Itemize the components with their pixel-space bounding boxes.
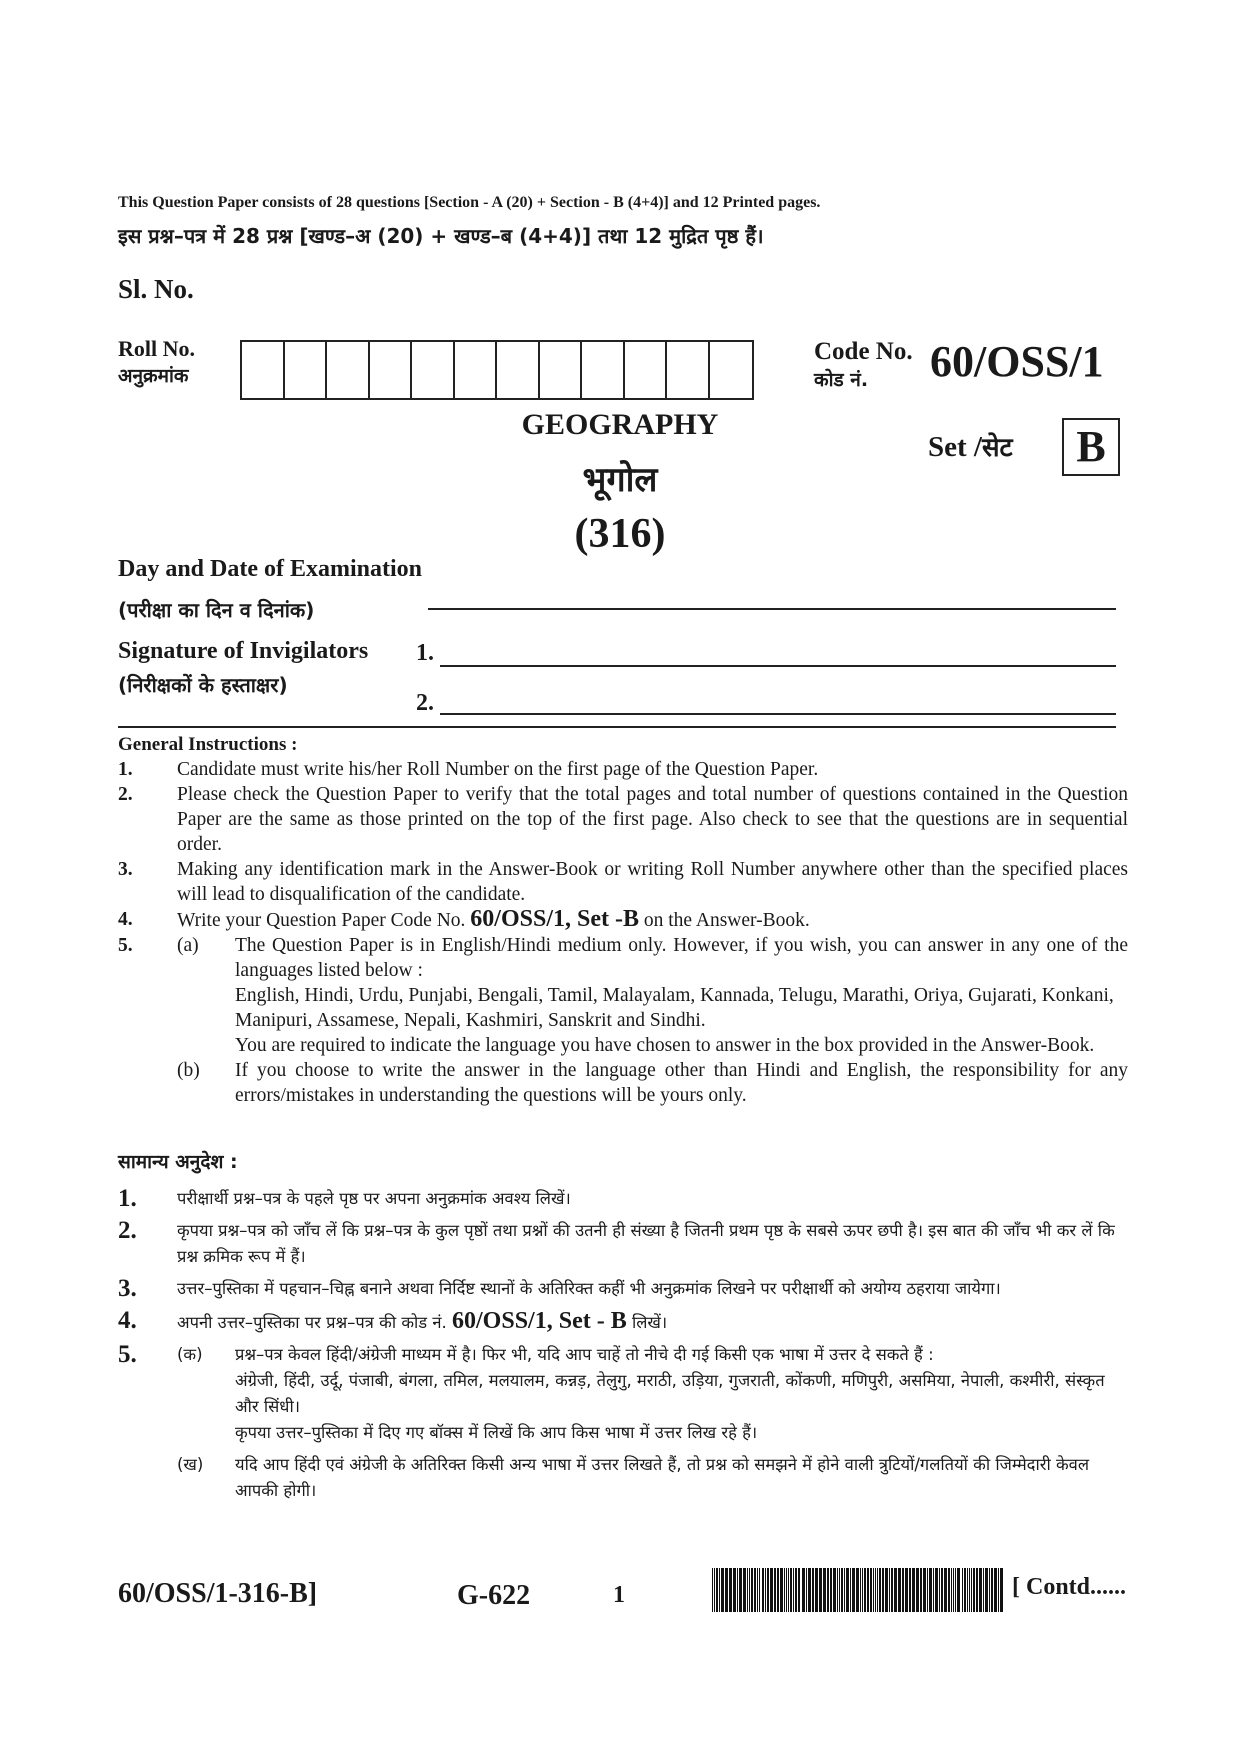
invigilator-signature-label-hindi: (निरीक्षकों के हस्ताक्षर) [118, 673, 288, 697]
hindi-instructions-list [118, 1186, 1128, 1510]
instruction-text: कृपया प्रश्न–पत्र को जाँच लें कि प्रश्न–पत्र के कुल पृष्ठों तथा प्रश्नों की उतनी ही संख्या है जितनी प्रथम पृष्ठ के सबसे ऊपर छपी है। इस बात की जाँच भी कर लें कि प्रश्न क्रमिक रूप में हैं। [177, 1221, 1115, 1266]
instruction-number: 5. [118, 1341, 137, 1368]
code-number-label: Code No. [814, 338, 913, 365]
instruction-sub-text [235, 1342, 1128, 1446]
instruction-number: 3. [118, 1275, 137, 1302]
barcode [712, 1568, 1004, 1612]
instruction-text: Please check the Question Paper to verify that the total pages and total number of questions contained in the Question Paper are the same as those printed on the top of the first page. Also check to see that the questions are in sequential order. [177, 784, 1128, 855]
code-number-label-hindi: कोड नं. [814, 369, 869, 391]
hindi-instruction-item [118, 1186, 1128, 1212]
roll-number-label: Roll No. [118, 336, 195, 361]
serial-number-label: Sl. No. [118, 274, 194, 304]
instruction-item [118, 757, 1128, 782]
instruction-number-blank [118, 1452, 177, 1504]
footer-paper-code: 60/OSS/1-316-B] [118, 1578, 318, 1609]
roll-number-boxes[interactable] [240, 340, 754, 400]
instruction-sub-text: If you choose to write the answer in the language other than Hindi and English, the responsibility for any errors/mistakes in understanding the questions will be yours only. [235, 1060, 1128, 1106]
instruction-text: Candidate must write his/her Roll Number on the first page of the Question Paper. [177, 759, 819, 780]
instruction-line: कृपया उत्तर–पुस्तिका में दिए गए बॉक्स में लिखें कि आप किस भाषा में उत्तर लिख रहे हैं। [235, 1423, 758, 1442]
instruction-sub-label: (ख) [177, 1455, 204, 1474]
signature-number-2: 2. [416, 690, 434, 716]
instruction-item [118, 1058, 1128, 1108]
instruction-text-pre: अपनी उत्तर–पुस्तिका पर प्रश्न–पत्र की कोड नं. [177, 1313, 453, 1332]
signature-line-2[interactable] [440, 713, 1116, 715]
footer-g-code: G-622 [457, 1580, 531, 1611]
page-number: 1 [613, 1582, 625, 1608]
roll-box[interactable] [540, 342, 583, 398]
invigilator-signature-label: Signature of Invigilators [118, 638, 369, 664]
code-number-value: 60/OSS/1 [930, 337, 1104, 386]
instruction-line: प्रश्न–पत्र केवल हिंदी/अंग्रेजी माध्यम में है। फिर भी, यदि आप चाहें तो नीचे दी गई किसी एक भाषा में उत्तर दे सकते हैं : [235, 1345, 934, 1364]
instruction-text [177, 1308, 1128, 1336]
instruction-text-pre: Write your Question Paper Code No. [177, 910, 471, 931]
instruction-item [118, 857, 1128, 907]
set-label-en: Set / [928, 431, 982, 463]
roll-box[interactable] [625, 342, 668, 398]
subject-title: GEOGRAPHY [521, 408, 719, 441]
continued-label: [ Contd...... [1012, 1574, 1127, 1600]
instruction-number: 5. [118, 935, 133, 956]
paper-code-inline: 60/OSS/1, Set -B [470, 906, 639, 932]
roll-box[interactable] [242, 342, 285, 398]
instruction-sub-text [235, 933, 1128, 1058]
instruction-number-blank [118, 1058, 177, 1108]
instruction-text: उत्तर–पुस्तिका में पहचान–चिह्न बनाने अथवा निर्दिष्ट स्थानों के अतिरिक्त कहीं भी अनुक्रमांक लिखने पर परीक्षार्थी को अयोग्य ठहराया जायेगा। [177, 1279, 1001, 1298]
instruction-number: 1. [118, 1185, 137, 1212]
instruction-line: You are required to indicate the language you have chosen to answer in the box provided in the Answer-Book. [235, 1035, 1095, 1056]
exam-date-label: Day and Date of Examination [118, 556, 423, 582]
instruction-number: 4. [118, 909, 133, 930]
hindi-instruction-item [118, 1342, 1128, 1446]
instruction-sub-text: यदि आप हिंदी एवं अंग्रेजी के अतिरिक्त किसी अन्य भाषा में उत्तर लिखते हैं, तो प्रश्न को समझने में होने वाली त्रुटियों/गलतियों की जिम्मेदारी केवल आपकी होगी। [235, 1455, 1090, 1500]
set-label-hi: सेट [981, 433, 1013, 463]
general-instructions-list [118, 757, 1128, 1108]
instruction-number: 2. [118, 1217, 137, 1244]
roll-box[interactable] [667, 342, 710, 398]
paper-code-inline: 60/OSS/1, Set - B [452, 1308, 627, 1334]
roll-number-label-hindi: अनुक्रमांक [118, 365, 189, 387]
hindi-instruction-item [118, 1452, 1128, 1504]
hindi-instruction-item [118, 1218, 1128, 1270]
hindi-instruction-item [118, 1276, 1128, 1302]
general-instructions-title: General Instructions : [118, 734, 298, 755]
header-hindi: इस प्रश्न–पत्र में 28 प्रश्न [खण्ड–अ (20) + खण्ड–ब (4+4)] तथा 12 मुद्रित पृष्ठ हैं। [118, 224, 764, 248]
hindi-instruction-item [118, 1308, 1128, 1336]
signature-number-1: 1. [416, 640, 434, 666]
roll-box[interactable] [710, 342, 753, 398]
instruction-sub-label: (b) [177, 1060, 200, 1081]
instruction-line: The Question Paper is in English/Hindi medium only. However, if you wish, you can answer in any one of the languages listed below : [235, 935, 1128, 981]
roll-box[interactable] [455, 342, 498, 398]
set-value-box: B [1062, 418, 1120, 476]
subject-title-hindi: भूगोल [582, 460, 658, 500]
language-list: English, Hindi, Urdu, Punjabi, Bengali, Tamil, Malayalam, Kannada, Telugu, Marathi, Oriya, Gujarati, Konkani, Manipuri, Assamese, Nepali, Kashmiri, Sanskrit and Sindhi. [235, 985, 1114, 1031]
header-english: This Question Paper consists of 28 questions [Section - A (20) + Section - B (4+4)] and 12 Printed pages. [118, 194, 821, 211]
instruction-sub-label: (क) [177, 1345, 203, 1364]
roll-box[interactable] [370, 342, 413, 398]
instruction-sub-label: (a) [177, 935, 199, 956]
instruction-number: 1. [118, 759, 133, 780]
roll-box[interactable] [285, 342, 328, 398]
roll-box[interactable] [412, 342, 455, 398]
exam-date-label-hindi: (परीक्षा का दिन व दिनांक) [118, 598, 315, 622]
roll-box[interactable] [327, 342, 370, 398]
subject-code: (316) [574, 511, 666, 557]
instruction-text-post: on the Answer-Book. [638, 910, 810, 931]
instruction-number: 2. [118, 784, 133, 805]
instruction-text: Making any identification mark in the Answer-Book or writing Roll Number anywhere other than the specified places will lead to disqualification of the candidate. [177, 859, 1128, 905]
instruction-text: परीक्षार्थी प्रश्न–पत्र के पहले पृष्ठ पर अपना अनुक्रमांक अवश्य लिखें। [177, 1189, 571, 1208]
instruction-number: 3. [118, 859, 133, 880]
signature-line-1[interactable] [440, 665, 1116, 667]
instruction-number: 4. [118, 1307, 137, 1334]
instruction-item [118, 933, 1128, 1058]
exam-date-line[interactable] [428, 608, 1116, 610]
language-list: अंग्रेजी, हिंदी, उर्दू, पंजाबी, बंगला, तमिल, मलयालम, कन्नड़, तेलुगु, मराठी, उड़िया, गुजराती, कोंकणी, मणिपुरी, असमिया, नेपाली, कश्मीरी, संस्कृत और सिंधी। [235, 1371, 1105, 1416]
instruction-item [118, 782, 1128, 857]
roll-box[interactable] [497, 342, 540, 398]
instruction-text [177, 907, 1128, 933]
instruction-text-post: लिखें। [626, 1313, 668, 1332]
roll-box[interactable] [582, 342, 625, 398]
set-label [928, 428, 1013, 464]
divider [118, 726, 1116, 728]
hindi-instructions-title: सामान्य अनुदेश : [118, 1151, 238, 1173]
instruction-item [118, 907, 1128, 933]
